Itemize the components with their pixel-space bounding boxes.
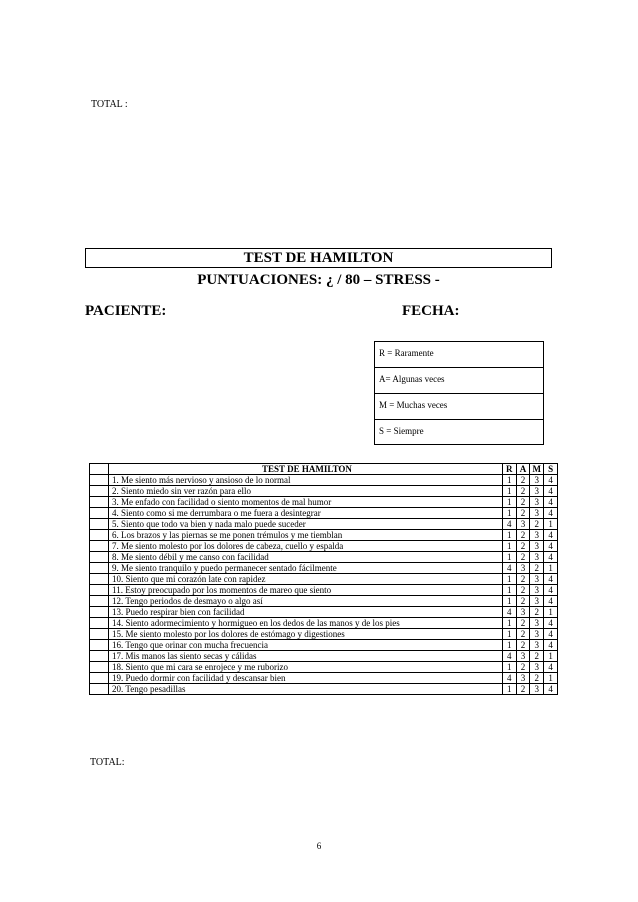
score-cell: 3 xyxy=(530,475,544,486)
score-cell: 4 xyxy=(502,607,516,618)
score-subtitle: PUNTUACIONES: ¿ / 80 – STRESS - xyxy=(197,272,440,288)
score-cell: 1 xyxy=(502,618,516,629)
score-cell: 4 xyxy=(544,662,558,673)
question-cell: 7. Me siento molesto por los dolores de cabeza, cuello y espalda xyxy=(109,541,503,552)
spacer-cell xyxy=(90,618,109,629)
spacer-cell xyxy=(90,574,109,585)
table-row xyxy=(90,508,558,519)
score-cell: 3 xyxy=(516,519,530,530)
col-header-r: R xyxy=(502,464,516,475)
legend-item: A= Algunas veces xyxy=(375,368,543,394)
table-row xyxy=(90,530,558,541)
score-cell: 2 xyxy=(530,607,544,618)
patient-label: PACIENTE: xyxy=(85,303,167,319)
question-cell: 4. Siento como si me derrumbara o me fuera a desintegrar xyxy=(109,508,503,519)
score-cell: 2 xyxy=(530,651,544,662)
table-row xyxy=(90,519,558,530)
question-cell: 10. Siento que mi corazón late con rapidez xyxy=(109,574,503,585)
score-cell: 1 xyxy=(502,662,516,673)
score-cell: 1 xyxy=(502,684,516,695)
spacer-cell xyxy=(90,607,109,618)
question-cell: 1. Me siento más nervioso y ansioso de lo normal xyxy=(109,475,503,486)
total-label-bottom: TOTAL: xyxy=(90,757,125,768)
score-cell: 3 xyxy=(516,563,530,574)
score-cell: 2 xyxy=(516,618,530,629)
table-header-row xyxy=(90,464,558,475)
score-cell: 4 xyxy=(502,519,516,530)
score-cell: 1 xyxy=(502,486,516,497)
score-cell: 3 xyxy=(530,618,544,629)
question-cell: 6. Los brazos y las piernas se me ponen trémulos y me tiemblan xyxy=(109,530,503,541)
table-row xyxy=(90,629,558,640)
score-cell: 3 xyxy=(530,530,544,541)
score-cell: 3 xyxy=(530,640,544,651)
table-row xyxy=(90,684,558,695)
table-row xyxy=(90,497,558,508)
score-cell: 3 xyxy=(530,662,544,673)
score-cell: 2 xyxy=(516,640,530,651)
question-cell: 15. Me siento molesto por los dolores de estómago y digestiones xyxy=(109,629,503,640)
question-cell: 12. Tengo periodos de desmayo o algo así xyxy=(109,596,503,607)
spacer-cell xyxy=(90,519,109,530)
table-row xyxy=(90,475,558,486)
score-cell: 4 xyxy=(544,486,558,497)
spacer-cell xyxy=(90,508,109,519)
spacer-cell xyxy=(90,530,109,541)
total-label-top: TOTAL : xyxy=(91,99,128,110)
score-cell: 4 xyxy=(544,574,558,585)
legend-item: R = Raramente xyxy=(375,342,543,368)
score-cell: 1 xyxy=(502,497,516,508)
score-cell: 3 xyxy=(530,497,544,508)
score-cell: 4 xyxy=(544,585,558,596)
score-cell: 2 xyxy=(516,541,530,552)
spacer-cell xyxy=(90,552,109,563)
spacer-cell xyxy=(90,475,109,486)
page-title: TEST DE HAMILTON xyxy=(243,250,394,266)
spacer-cell xyxy=(90,585,109,596)
legend-item: M = Muchas veces xyxy=(375,394,543,420)
score-cell: 4 xyxy=(544,640,558,651)
table-row xyxy=(90,563,558,574)
score-cell: 4 xyxy=(544,596,558,607)
question-cell: 19. Puedo dormir con facilidad y descansar bien xyxy=(109,673,503,684)
spacer-cell xyxy=(90,651,109,662)
col-header-m: M xyxy=(530,464,544,475)
table-row xyxy=(90,640,558,651)
score-cell: 4 xyxy=(544,684,558,695)
spacer-header-cell xyxy=(90,464,109,475)
question-cell: 14. Siento adormecimiento y hormigueo en los dedos de las manos y de los pies xyxy=(109,618,503,629)
score-cell: 2 xyxy=(516,629,530,640)
score-cell: 4 xyxy=(544,475,558,486)
score-cell: 2 xyxy=(516,497,530,508)
score-cell: 4 xyxy=(502,651,516,662)
score-cell: 1 xyxy=(502,508,516,519)
question-cell: 5. Siento que todo va bien y nada malo puede suceder xyxy=(109,519,503,530)
spacer-cell xyxy=(90,541,109,552)
question-cell: 9. Me siento tranquilo y puedo permanecer sentado fácilmente xyxy=(109,563,503,574)
spacer-cell xyxy=(90,640,109,651)
question-cell: 17. Mis manos las siento secas y cálidas xyxy=(109,651,503,662)
score-cell: 2 xyxy=(516,585,530,596)
table-row xyxy=(90,596,558,607)
spacer-cell xyxy=(90,629,109,640)
score-cell: 1 xyxy=(544,651,558,662)
question-cell: 16. Tengo que orinar con mucha frecuencia xyxy=(109,640,503,651)
score-cell: 4 xyxy=(502,673,516,684)
spacer-cell xyxy=(90,497,109,508)
score-cell: 3 xyxy=(530,541,544,552)
hamilton-table xyxy=(89,463,558,695)
score-cell: 3 xyxy=(516,673,530,684)
score-cell: 3 xyxy=(530,508,544,519)
spacer-cell xyxy=(90,662,109,673)
spacer-cell xyxy=(90,563,109,574)
col-header-a: A xyxy=(516,464,530,475)
question-cell: 18. Siento que mi cara se enrojece y me ruborizo xyxy=(109,662,503,673)
spacer-cell xyxy=(90,596,109,607)
score-cell: 3 xyxy=(516,607,530,618)
score-cell: 4 xyxy=(544,552,558,563)
spacer-cell xyxy=(90,673,109,684)
table-row xyxy=(90,662,558,673)
question-cell: 13. Puedo respirar bien con facilidad xyxy=(109,607,503,618)
score-cell: 3 xyxy=(516,651,530,662)
score-cell: 1 xyxy=(502,596,516,607)
table-title-header: TEST DE HAMILTON xyxy=(109,464,503,475)
table-row xyxy=(90,552,558,563)
question-cell: 2. Siento miedo sin ver razón para ello xyxy=(109,486,503,497)
score-cell: 1 xyxy=(502,585,516,596)
score-cell: 1 xyxy=(502,475,516,486)
table-row xyxy=(90,618,558,629)
score-cell: 2 xyxy=(516,508,530,519)
spacer-cell xyxy=(90,684,109,695)
score-cell: 3 xyxy=(530,684,544,695)
score-cell: 1 xyxy=(502,629,516,640)
score-cell: 4 xyxy=(544,508,558,519)
table-row xyxy=(90,574,558,585)
score-cell: 1 xyxy=(544,563,558,574)
score-cell: 4 xyxy=(544,541,558,552)
score-cell: 3 xyxy=(530,552,544,563)
table-row xyxy=(90,651,558,662)
score-cell: 1 xyxy=(544,519,558,530)
score-cell: 1 xyxy=(544,607,558,618)
table-row xyxy=(90,486,558,497)
table-row xyxy=(90,607,558,618)
score-cell: 2 xyxy=(516,552,530,563)
score-cell: 3 xyxy=(530,585,544,596)
score-cell: 4 xyxy=(544,530,558,541)
table-row xyxy=(90,673,558,684)
legend-item: S = Siempre xyxy=(379,426,424,436)
score-cell: 1 xyxy=(502,640,516,651)
table-row xyxy=(90,541,558,552)
question-cell: 3. Me enfado con facilidad o siento momentos de mal humor xyxy=(109,497,503,508)
score-cell: 2 xyxy=(516,530,530,541)
score-cell: 2 xyxy=(530,673,544,684)
score-cell: 3 xyxy=(530,596,544,607)
score-cell: 4 xyxy=(502,563,516,574)
score-cell: 4 xyxy=(544,618,558,629)
score-cell: 4 xyxy=(544,629,558,640)
score-cell: 2 xyxy=(530,563,544,574)
legend-box xyxy=(374,341,544,445)
score-cell: 1 xyxy=(544,673,558,684)
question-cell: 20. Tengo pesadillas xyxy=(109,684,503,695)
score-cell: 3 xyxy=(530,486,544,497)
score-cell: 1 xyxy=(502,541,516,552)
score-cell: 4 xyxy=(544,497,558,508)
spacer-cell xyxy=(90,486,109,497)
date-label: FECHA: xyxy=(402,303,460,319)
score-cell: 2 xyxy=(516,662,530,673)
table-row xyxy=(90,585,558,596)
score-cell: 3 xyxy=(530,629,544,640)
score-cell: 1 xyxy=(502,552,516,563)
question-cell: 11. Estoy preocupado por los momentos de mareo que siento xyxy=(109,585,503,596)
score-cell: 2 xyxy=(516,596,530,607)
score-cell: 2 xyxy=(516,574,530,585)
question-cell: 8. Me siento débil y me canso con facilidad xyxy=(109,552,503,563)
score-cell: 2 xyxy=(516,486,530,497)
score-cell: 2 xyxy=(530,519,544,530)
score-cell: 1 xyxy=(502,530,516,541)
score-cell: 2 xyxy=(516,684,530,695)
score-cell: 2 xyxy=(516,475,530,486)
score-cell: 1 xyxy=(502,574,516,585)
score-cell: 3 xyxy=(530,574,544,585)
col-header-s: S xyxy=(544,464,558,475)
page-number: 6 xyxy=(316,841,322,851)
